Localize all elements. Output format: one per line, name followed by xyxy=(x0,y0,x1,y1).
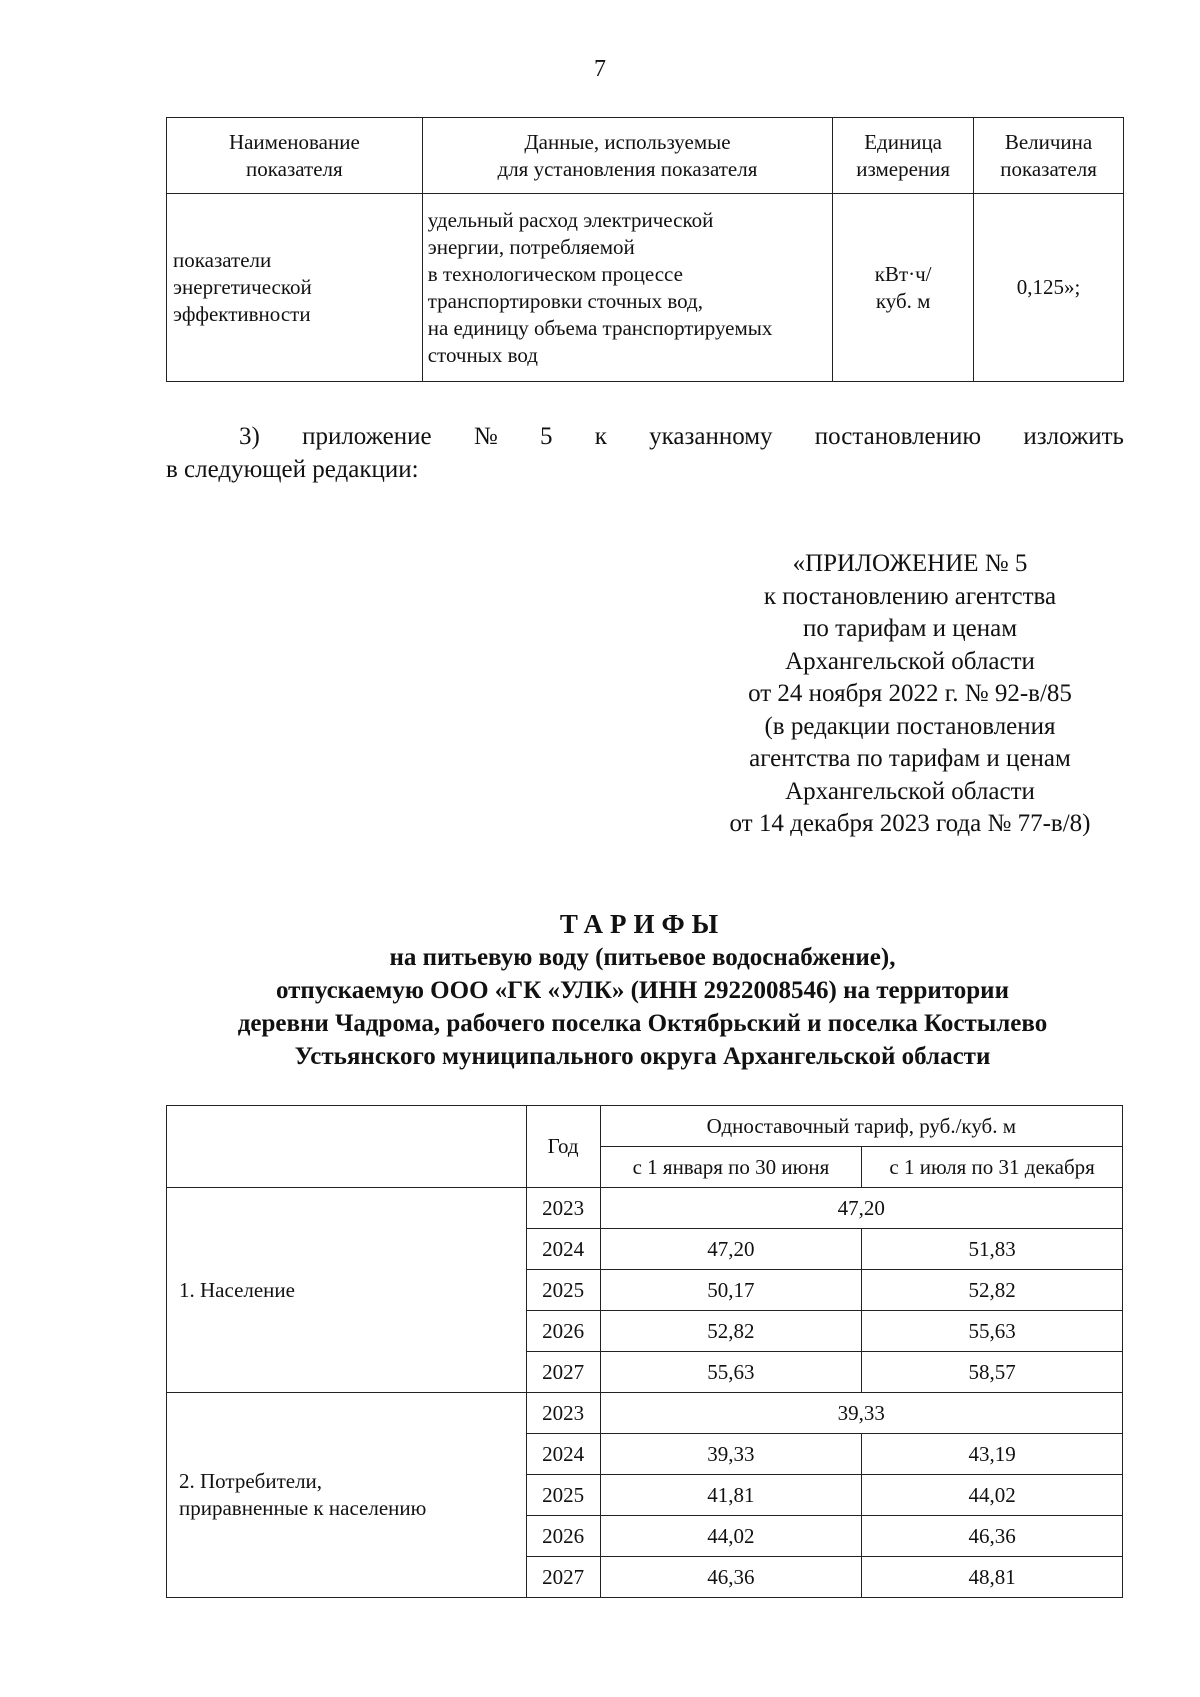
table-row xyxy=(167,1188,1123,1229)
indicator-name: показатели энергетической эффективности xyxy=(167,194,423,382)
year-cell: 2026 xyxy=(526,1311,600,1352)
year-cell: 2027 xyxy=(526,1557,600,1598)
tariff-table xyxy=(166,1105,1123,1598)
tariff-h2: 58,57 xyxy=(862,1352,1123,1393)
header-first-half: с 1 января по 30 июня xyxy=(600,1147,862,1188)
tariff-title: ТАРИФЫ на питьевую воду (питьевое водоснабжение), отпускаемую ООО «ГК «УЛК» (ИНН 2922008546) на территории деревни Чадрома, рабочего поселка Октябрьский и поселка Костылево Устьянского муниципального округа Архангельской области xyxy=(0,908,1200,1073)
tariff-h1: 55,63 xyxy=(600,1352,862,1393)
header-data: Данные, используемые для установления показателя xyxy=(422,118,832,194)
tariff-h2: 55,63 xyxy=(862,1311,1123,1352)
indicator-table xyxy=(166,117,1124,382)
paragraph-line-2: в следующей редакции: xyxy=(166,456,419,483)
category-population: 1. Население xyxy=(167,1188,527,1393)
tariff-h1: 46,36 xyxy=(600,1557,862,1598)
header-value: Величина показателя xyxy=(974,118,1124,194)
tariff-h2: 51,83 xyxy=(862,1229,1123,1270)
tariff-h2: 44,02 xyxy=(862,1475,1123,1516)
tariff-h2: 48,81 xyxy=(862,1557,1123,1598)
header-year: Год xyxy=(526,1106,600,1188)
year-cell: 2023 xyxy=(526,1188,600,1229)
tariff-header-row-1 xyxy=(167,1106,1123,1147)
year-cell: 2025 xyxy=(526,1270,600,1311)
tariff-single: 47,20 xyxy=(600,1188,1122,1229)
tariff-single: 39,33 xyxy=(600,1393,1122,1434)
tariff-h2: 43,19 xyxy=(862,1434,1123,1475)
header-unit: Единица измерения xyxy=(833,118,974,194)
year-cell: 2024 xyxy=(526,1229,600,1270)
indicator-data: удельный расход электрической энергии, потребляемой в технологическом процессе транспортировки сточных вод, на единицу объема транспортируемых сточных вод xyxy=(422,194,832,382)
year-cell: 2023 xyxy=(526,1393,600,1434)
table-row xyxy=(167,1393,1123,1434)
tariff-h1: 44,02 xyxy=(600,1516,862,1557)
indicator-unit: кВт·ч/ куб. м xyxy=(833,194,974,382)
tariff-h2: 46,36 xyxy=(862,1516,1123,1557)
year-cell: 2026 xyxy=(526,1516,600,1557)
indicator-table-header xyxy=(167,118,1124,194)
indicator-row xyxy=(167,194,1124,382)
year-cell: 2027 xyxy=(526,1352,600,1393)
header-tariff: Одноставочный тариф, руб./куб. м xyxy=(600,1106,1122,1147)
header-name: Наименование показателя xyxy=(167,118,423,194)
header-empty xyxy=(167,1106,527,1188)
tariff-h2: 52,82 xyxy=(862,1270,1123,1311)
tariff-h1: 50,17 xyxy=(600,1270,862,1311)
tariff-h1: 47,20 xyxy=(600,1229,862,1270)
amendment-paragraph xyxy=(166,420,1124,486)
title-heading: ТАРИФЫ xyxy=(559,909,726,939)
paragraph-line-1: 3) приложение № 5 к указанному постановлению изложить xyxy=(239,423,1124,450)
page-number: 7 xyxy=(594,56,606,82)
header-second-half: с 1 июля по 31 декабря xyxy=(862,1147,1123,1188)
year-cell: 2025 xyxy=(526,1475,600,1516)
indicator-value: 0,125»; xyxy=(974,194,1124,382)
category-equivalent-consumers: 2. Потребители, приравненные к населению xyxy=(167,1393,527,1598)
appendix-block: «ПРИЛОЖЕНИЕ № 5 к постановлению агентства по тарифам и ценам Архангельской области от 24 ноября 2022 г. № 92-в/85 (в редакции постановления агентства по тарифам и ценам Архангельской области от 14 декабря 2023 года № 77-в/8) xyxy=(729,550,1091,837)
tariff-h1: 39,33 xyxy=(600,1434,862,1475)
tariff-h1: 52,82 xyxy=(600,1311,862,1352)
tariff-h1: 41,81 xyxy=(600,1475,862,1516)
year-cell: 2024 xyxy=(526,1434,600,1475)
